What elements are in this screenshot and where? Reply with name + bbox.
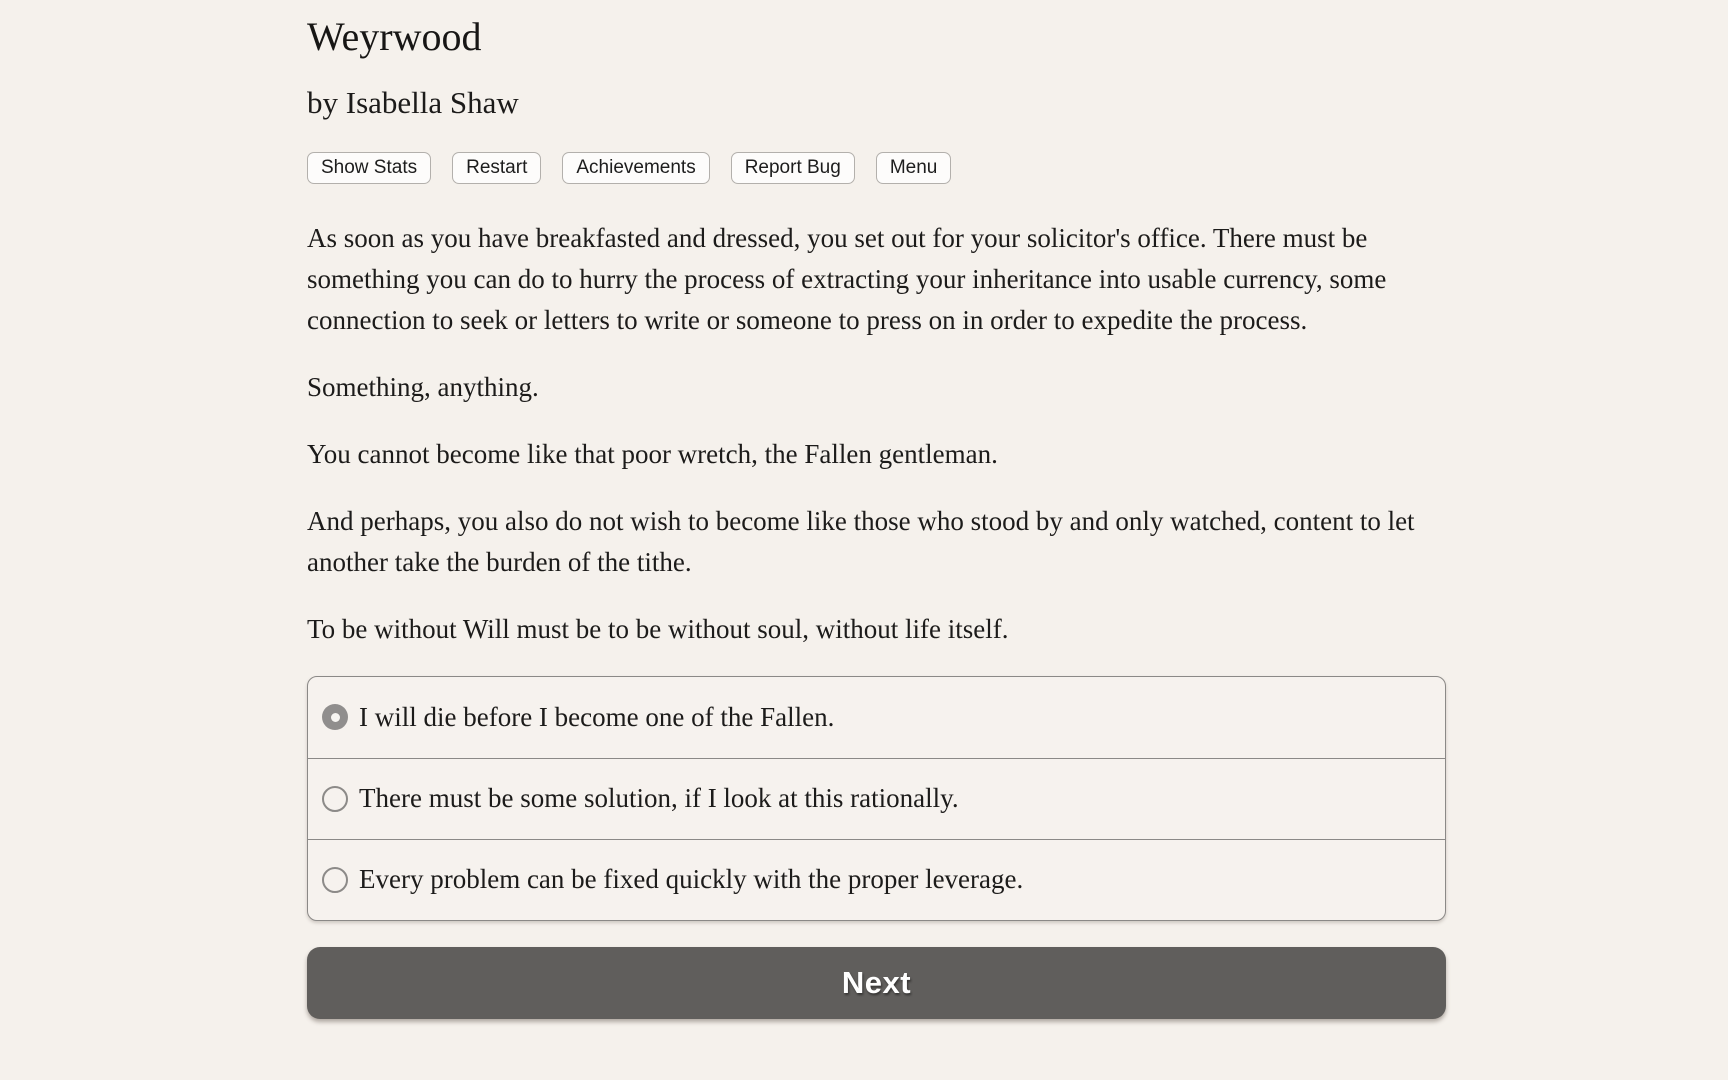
toolbar — [307, 152, 1446, 184]
restart-button[interactable]: Restart — [452, 152, 541, 184]
radio-unselected-icon[interactable] — [322, 786, 348, 812]
show-stats-button[interactable]: Show Stats — [307, 152, 431, 184]
choice-option-1[interactable] — [308, 677, 1445, 758]
radio-unselected-icon[interactable] — [322, 867, 348, 893]
byline: by Isabella Shaw — [307, 85, 519, 120]
radio-selected-icon[interactable] — [322, 704, 348, 730]
report-bug-button[interactable]: Report Bug — [731, 152, 855, 184]
choice-option-3[interactable] — [308, 839, 1445, 920]
story-paragraph: You cannot become like that poor wretch, the Fallen gentleman. — [307, 438, 998, 469]
menu-button[interactable]: Menu — [876, 152, 952, 184]
choice-option-2[interactable] — [308, 758, 1445, 839]
game-page — [307, 0, 1446, 1019]
choice-option-label: Every problem can be fixed quickly with the proper leverage. — [359, 864, 1024, 895]
next-button[interactable]: Next — [307, 947, 1446, 1019]
story-paragraph: As soon as you have breakfasted and dressed, you set out for your solicitor's office. There must be something you can do to hurry the process of extracting your inheritance into usable currency, some connection to seek or letters to write or someone to press on in order to expedite the process. — [307, 222, 1387, 335]
choice-group — [307, 676, 1446, 921]
page-title: Weyrwood — [307, 14, 482, 59]
story-paragraph: And perhaps, you also do not wish to become like those who stood by and only watched, content to let another take the burden of the tithe. — [307, 505, 1415, 577]
choice-option-label: I will die before I become one of the Fallen. — [359, 701, 835, 732]
story-text — [307, 218, 1446, 650]
choice-option-label: There must be some solution, if I look at this rationally. — [359, 783, 959, 814]
achievements-button[interactable]: Achievements — [562, 152, 709, 184]
story-paragraph: To be without Will must be to be without soul, without life itself. — [307, 613, 1009, 644]
story-paragraph: Something, anything. — [307, 371, 539, 402]
